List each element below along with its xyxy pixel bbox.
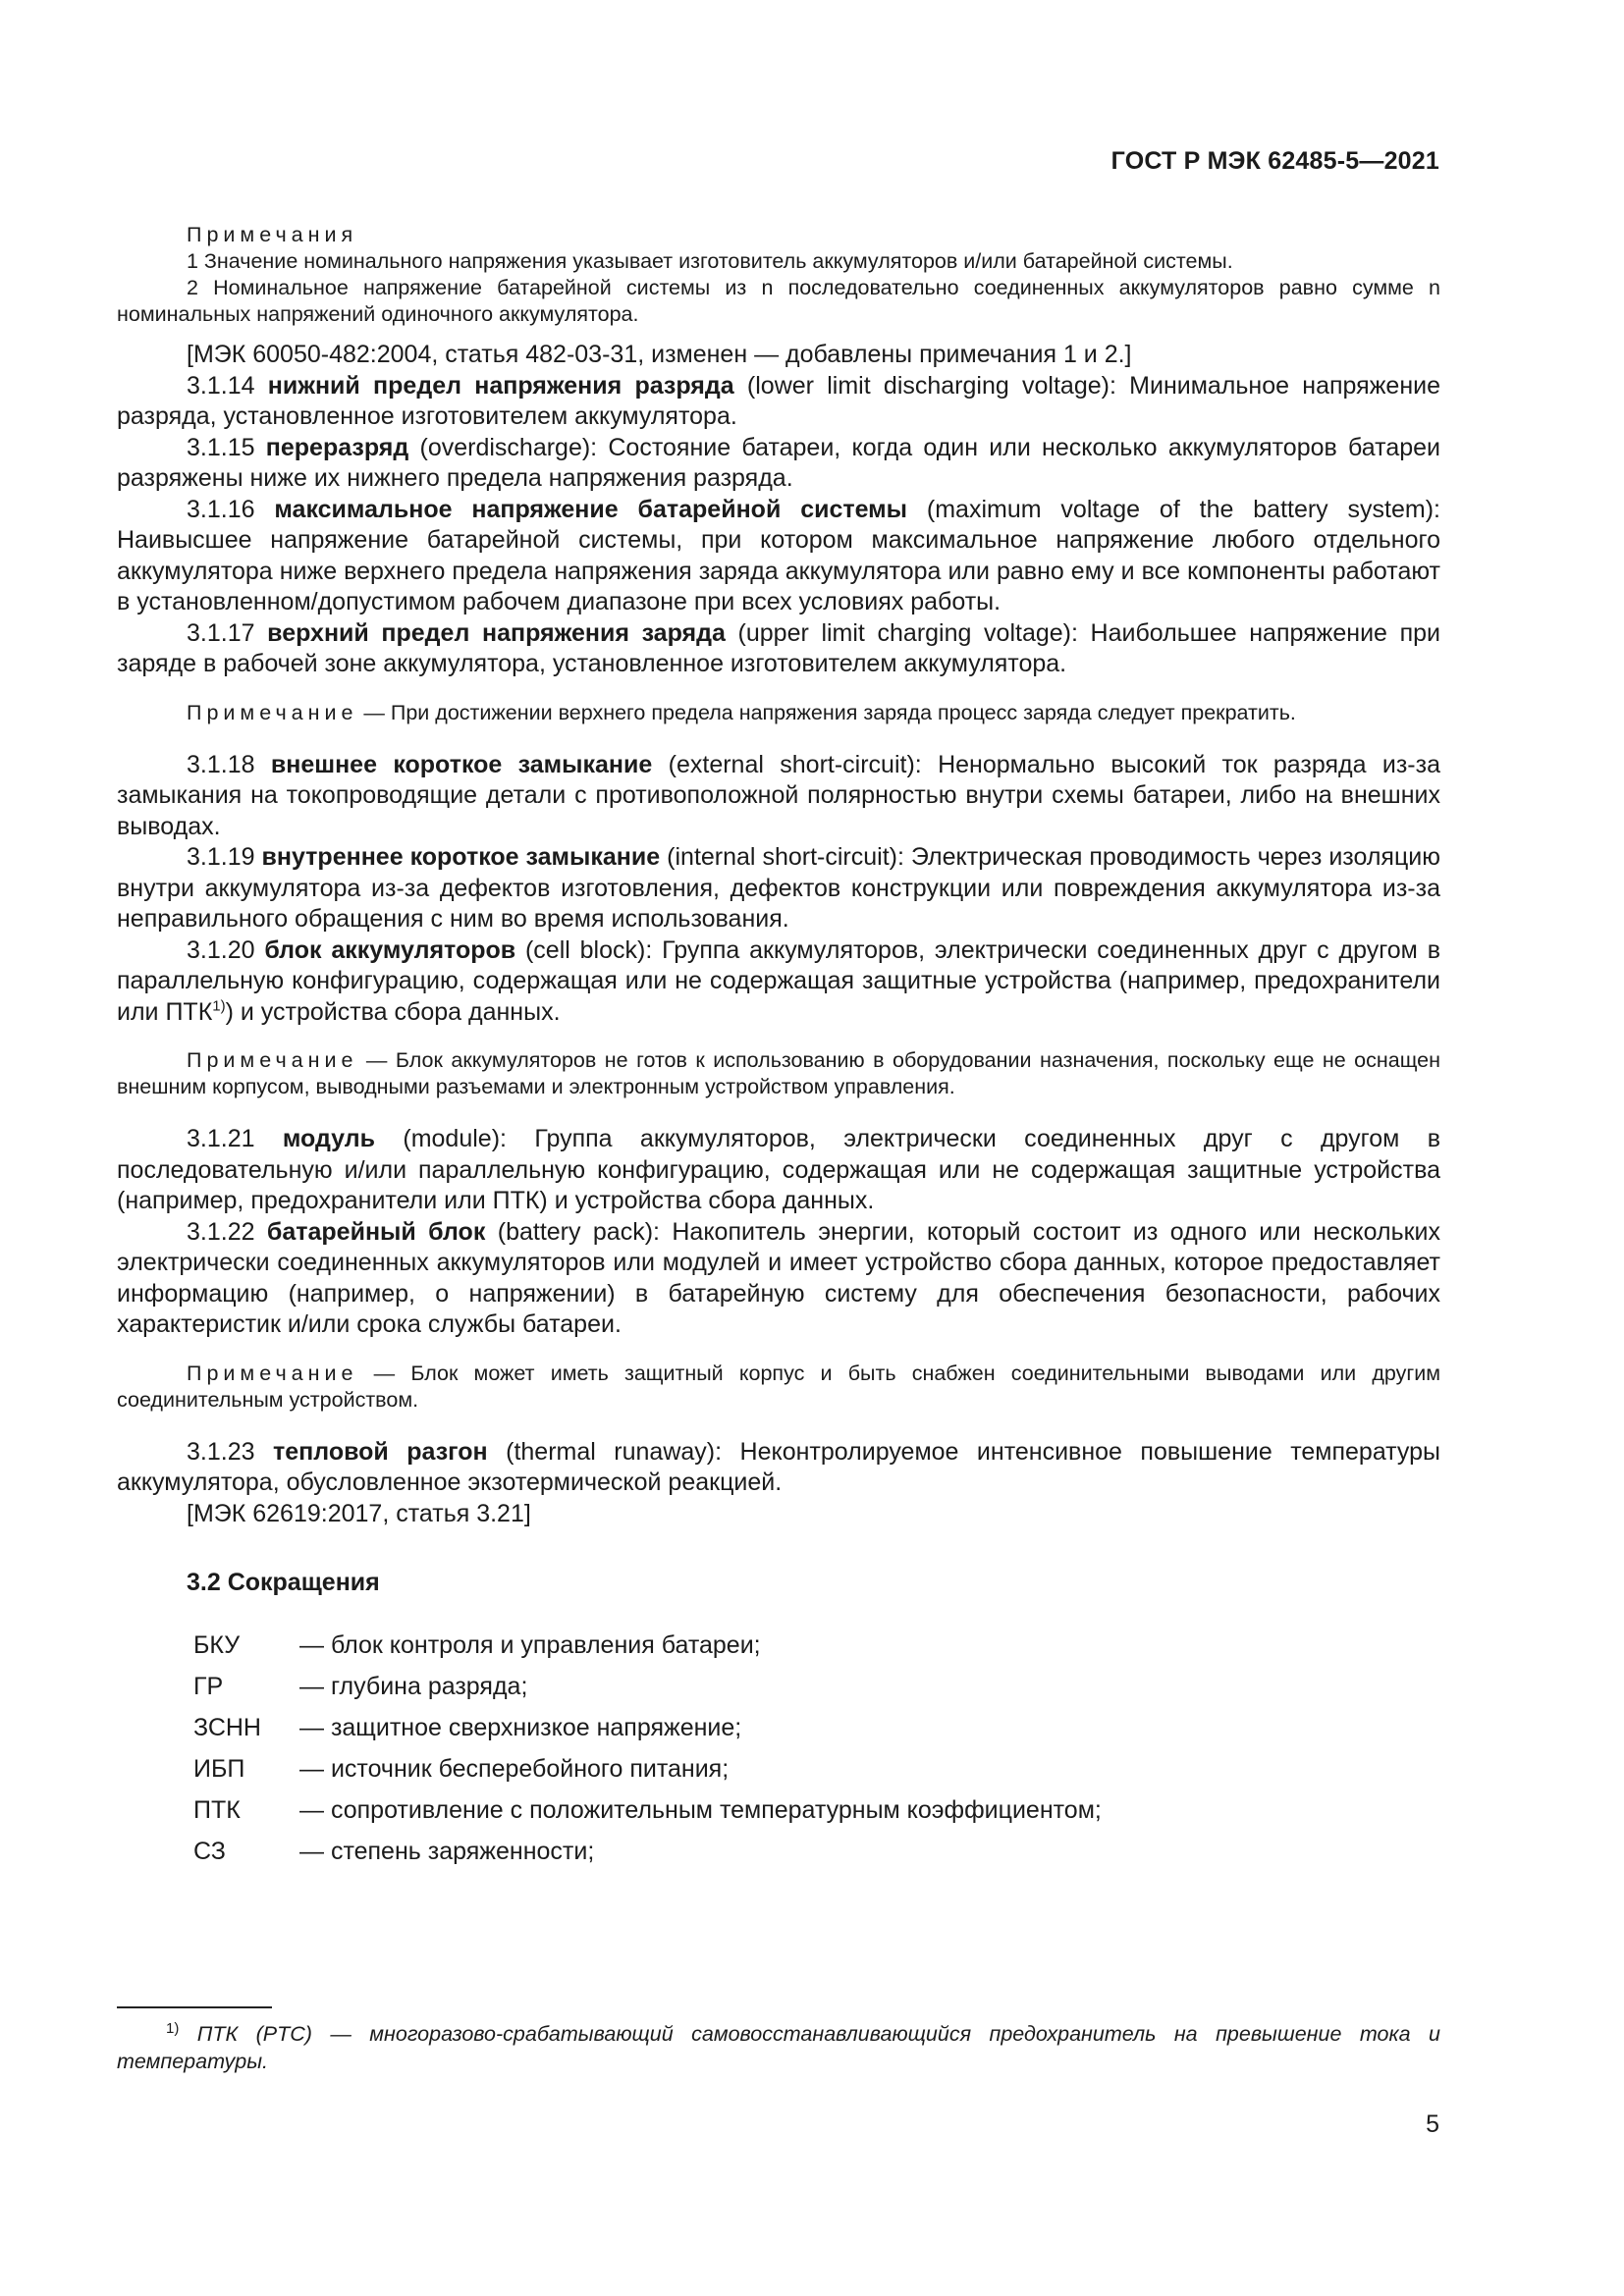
def-number: 3.1.16 bbox=[187, 495, 255, 523]
note-item-1: 1 Значение номинального напряжения указывает изготовитель аккумуляторов и/или батарейной системы. bbox=[187, 249, 1233, 273]
abbreviation-term: ГР bbox=[193, 1673, 224, 1700]
def-term: максимальное напряжение батарейной системы bbox=[274, 495, 908, 523]
note-text: — Блок аккумуляторов не готов к использованию в оборудовании назначения, поскольку еще не оснащен внешним корпусом, выводными разъемами и электронным устройством управления. bbox=[117, 1048, 1440, 1098]
def-number: 3.1.17 bbox=[187, 618, 255, 647]
def-term: внешнее короткое замыкание bbox=[270, 750, 653, 778]
note-label: Примечание bbox=[187, 1361, 358, 1385]
def-term: нижний предел напряжения разряда bbox=[267, 371, 734, 400]
note-text: — При достижении верхнего предела напряжения заряда процесс заряда следует прекратить. bbox=[357, 700, 1296, 724]
def-term: верхний предел напряжения заряда bbox=[267, 618, 726, 647]
definition-3-1-18 bbox=[117, 750, 1440, 843]
note-3-1-17 bbox=[117, 700, 1440, 726]
def-text: (lower limit discharging voltage): Минимальное напряжение разряда, установленное изготовителем аккумулятора. bbox=[117, 371, 1440, 430]
def-term: модуль bbox=[282, 1125, 375, 1152]
def-term: батарейный блок bbox=[266, 1217, 486, 1246]
abbreviation-term: СЗ bbox=[193, 1838, 226, 1865]
def-number: 3.1.20 bbox=[187, 935, 255, 964]
def-term: переразряд bbox=[265, 433, 409, 461]
def-number: 3.1.19 bbox=[187, 843, 255, 871]
abbreviation-definition: — степень заряженности; bbox=[299, 1838, 595, 1865]
notes-label-text: Примечания bbox=[187, 223, 358, 246]
def-text: (upper limit charging voltage): Наибольшее напряжение при заряде в рабочей зоне аккумулятора, установленное изготовителем аккумулятора. bbox=[117, 618, 1441, 677]
abbreviation-row bbox=[193, 1789, 1440, 1831]
def-text: (external short-circuit): Ненормально высокий ток разряда из-за замыкания на токопроводящие детали с противоположной полярностью внутри схемы батареи, либо на внешних выводах. bbox=[117, 750, 1441, 840]
def-number: 3.1.18 bbox=[187, 750, 255, 778]
def-text: (maximum voltage of the battery system): Наивысшее напряжение батарейной системы, при котором максимальное напряжение любого отдельного аккумулятора ниже верхнего предела напряжения заряда аккумулятора или равно ему и все компоненты работают в установленном/допустимом рабочем диапазоне при всех условиях работы. bbox=[117, 495, 1440, 615]
footnote-divider bbox=[117, 2006, 272, 2008]
def-text: (internal short-circuit): Электрическая проводимость через изоляцию внутри аккумулятора из-за дефектов изготовления, дефектов конструкции или повреждения аккумулятора из-за неправильного обращения с ним во время использования. bbox=[117, 843, 1440, 933]
footnote bbox=[117, 2020, 1440, 2075]
document-code: ГОСТ Р МЭК 62485-5—2021 bbox=[1110, 147, 1439, 175]
note-label: Примечание bbox=[187, 1048, 358, 1072]
page-content bbox=[117, 222, 1440, 1872]
def-text-end: ) и устройства сбора данных. bbox=[225, 997, 561, 1026]
abbreviation-definition: — блок контроля и управления батареи; bbox=[299, 1631, 761, 1659]
abbreviation-list bbox=[117, 1625, 1440, 1872]
definition-3-1-15 bbox=[117, 433, 1440, 495]
reference-482: [МЭК 60050-482:2004, статья 482-03-31, изменен — добавлены примечания 1 и 2.] bbox=[187, 341, 1132, 368]
definition-3-1-16 bbox=[117, 495, 1440, 618]
section-heading-abbreviations: 3.2 Сокращения bbox=[187, 1569, 380, 1596]
definition-3-1-20 bbox=[117, 935, 1440, 1029]
abbreviation-term: ЗСНН bbox=[193, 1714, 261, 1741]
definition-3-1-23 bbox=[117, 1437, 1440, 1499]
def-term: блок аккумуляторов bbox=[264, 935, 516, 964]
definition-3-1-22 bbox=[117, 1217, 1440, 1341]
abbreviation-definition: — защитное сверхнизкое напряжение; bbox=[299, 1714, 742, 1741]
note-label: Примечание bbox=[187, 700, 358, 724]
def-number: 3.1.14 bbox=[187, 371, 255, 400]
definition-3-1-21 bbox=[117, 1124, 1440, 1217]
def-term: внутреннее короткое замыкание bbox=[261, 843, 661, 871]
abbreviation-row bbox=[193, 1831, 1440, 1872]
abbreviation-definition: — сопротивление с положительным температурным коэффициентом; bbox=[299, 1796, 1102, 1824]
def-number: 3.1.23 bbox=[187, 1437, 255, 1466]
abbreviation-definition: — глубина разряда; bbox=[299, 1673, 528, 1700]
reference-62619: [МЭК 62619:2017, статья 3.21] bbox=[187, 1499, 531, 1527]
def-number: 3.1.15 bbox=[187, 433, 255, 461]
note-3-1-20 bbox=[117, 1047, 1440, 1100]
note-3-1-22 bbox=[117, 1361, 1440, 1414]
abbreviation-definition: — источник бесперебойного питания; bbox=[299, 1755, 730, 1783]
definition-3-1-19 bbox=[117, 842, 1440, 935]
abbreviation-term: ИБП bbox=[193, 1755, 245, 1783]
notes-label bbox=[117, 222, 1440, 248]
abbreviation-term: ПТК bbox=[193, 1796, 241, 1824]
abbreviation-row bbox=[193, 1666, 1440, 1707]
def-text: (module): Группа аккумуляторов, электрически соединенных друг с другом в последовательную и/или параллельную конфигурацию, содержащая или не содержащая защитные устройства (например, предохранители или ПТК) и устройства сбора данных. bbox=[117, 1125, 1440, 1214]
abbreviation-row bbox=[193, 1625, 1440, 1666]
definition-3-1-14 bbox=[117, 371, 1440, 433]
def-term: тепловой разгон bbox=[273, 1437, 488, 1466]
page-number: 5 bbox=[1426, 2110, 1439, 2138]
abbreviation-term: БКУ bbox=[193, 1631, 241, 1659]
def-text: (thermal runaway): Неконтролируемое интенсивное повышение температуры аккумулятора, обусловленное экзотермической реакцией. bbox=[117, 1437, 1441, 1496]
footnote-text: ПТК (PTC) — многоразово-срабатывающий самовосстанавливающийся предохранитель на превышение тока и температуры. bbox=[117, 2022, 1440, 2073]
note-text: — Блок может иметь защитный корпус и быть снабжен соединительными выводами или другим соединительным устройством. bbox=[117, 1361, 1440, 1412]
def-number: 3.1.22 bbox=[187, 1217, 255, 1246]
def-number: 3.1.21 bbox=[187, 1125, 255, 1152]
abbreviation-row bbox=[193, 1707, 1440, 1748]
footnote-marker: 1) bbox=[166, 2019, 180, 2037]
def-text: (cell block): Группа аккумуляторов, электрически соединенных друг с другом в параллельную конфигурацию, содержащая или не содержащая защитные устройства (например, предохранители или ПТК bbox=[117, 935, 1440, 1026]
note-item-2: 2 Номинальное напряжение батарейной системы из n последовательно соединенных аккумуляторов равно сумме n номинальных напряжений одиночного аккумулятора. bbox=[117, 276, 1440, 326]
notes-block bbox=[117, 222, 1440, 328]
def-text: (overdischarge): Состояние батареи, когда один или несколько аккумуляторов батареи разряжены ниже их нижнего предела напряжения разряда. bbox=[117, 433, 1440, 492]
definition-3-1-17 bbox=[117, 618, 1440, 680]
abbreviation-row bbox=[193, 1748, 1440, 1789]
def-text: (battery pack): Накопитель энергии, который состоит из одного или нескольких электрически соединенных аккумуляторов или модулей и имеет устройство сбора данных, которое предоставляет информацию (например, о напряжении) в батарейную систему для обеспечения безопасности, рабочих характеристик и/или срока службы батареи. bbox=[117, 1217, 1440, 1338]
footnote-ref: 1) bbox=[212, 997, 226, 1015]
